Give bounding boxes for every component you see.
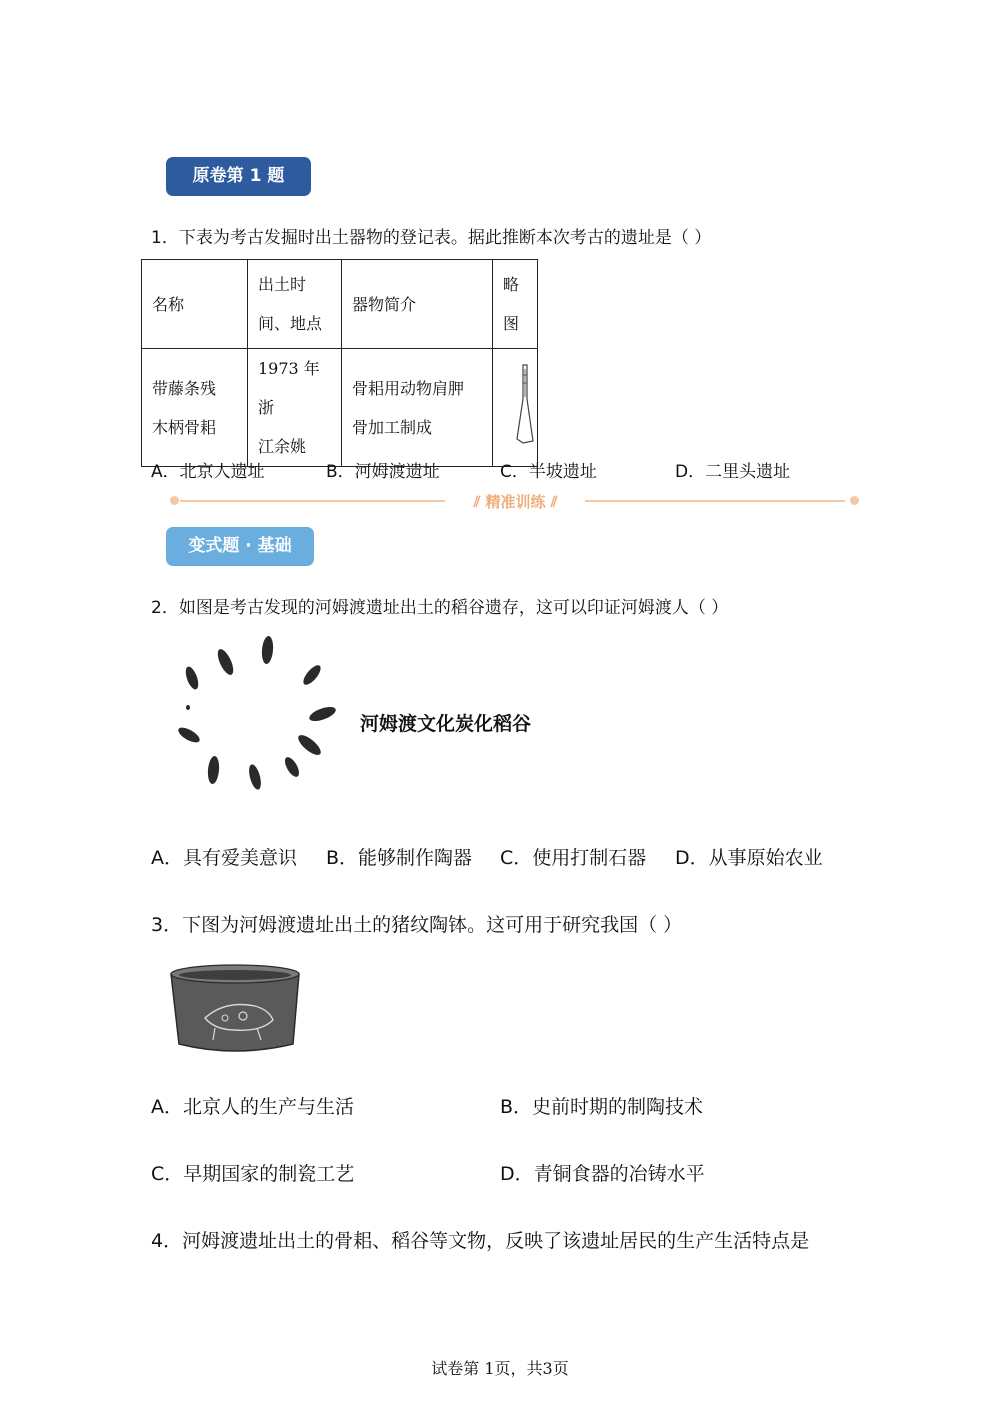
q3-option-c[interactable]: C．早期国家的制瓷工艺 — [151, 1163, 355, 1185]
rice-grain — [207, 756, 220, 785]
divider-dot-left — [170, 496, 179, 505]
divider-line-right — [585, 500, 845, 502]
table-header-sketch: 略 图 — [493, 260, 538, 349]
table-cell-name: 带藤条残 木柄骨耜 — [142, 349, 248, 467]
rice-grain — [186, 705, 190, 710]
rice-grain — [215, 647, 237, 677]
question-4-stem: 4．河姆渡遗址出土的骨耜、稻谷等文物，反映了该遗址居民的生产生活特点是 — [151, 1230, 810, 1252]
original-question-tag: 原卷第 1 题 — [166, 157, 311, 196]
q2-option-a[interactable]: A．具有爱美意识 — [151, 847, 297, 869]
q2-option-b[interactable]: B．能够制作陶器 — [326, 847, 473, 869]
table-header-description: 器物简介 — [342, 260, 493, 349]
variant-question-tag: 变式题 · 基础 — [166, 527, 314, 566]
q1-option-d[interactable]: D．二里头遗址 — [675, 462, 791, 482]
rice-grain — [300, 663, 323, 688]
divider-line-left — [180, 500, 445, 502]
table-header-time-place: 出土时 间、地点 — [248, 260, 342, 349]
divider-dot-right — [850, 496, 859, 505]
table-header-name: 名称 — [142, 260, 248, 349]
question-1-stem: 1．下表为考古发掘时出土器物的登记表。据此推断本次考古的遗址是（ ） — [151, 228, 712, 248]
carbonized-rice-image — [170, 630, 350, 800]
pig-pattern-bowl-image — [165, 960, 305, 1058]
q3-option-b[interactable]: B．史前时期的制陶技术 — [500, 1096, 704, 1118]
rice-grain — [183, 665, 201, 691]
q1-option-c[interactable]: C．半坡遗址 — [500, 462, 597, 482]
q1-option-b[interactable]: B．河姆渡遗址 — [326, 462, 440, 482]
rice-grain — [247, 763, 263, 791]
slash-mark-icon: ⫽ — [473, 493, 486, 511]
rice-image-caption: 河姆渡文化炭化稻谷 — [360, 713, 532, 735]
question-2-stem: 2．如图是考古发现的河姆渡遗址出土的稻谷遗存，这可以印证河姆渡人（ ） — [151, 598, 729, 618]
rice-grain — [261, 636, 274, 665]
page-footer: 试卷第 1页，共3页 — [431, 1359, 569, 1378]
q2-option-d[interactable]: D．从事原始农业 — [675, 847, 823, 869]
registration-table — [141, 259, 538, 467]
q3-option-a[interactable]: A．北京人的生产与生活 — [151, 1096, 354, 1118]
question-3-stem: 3．下图为河姆渡遗址出土的猪纹陶钵。这可用于研究我国（ ） — [151, 914, 683, 936]
divider-label: ⫽ 精准训练 ⫽ — [473, 493, 558, 511]
table-cell-description: 骨耜用动物肩胛 骨加工制成 — [342, 349, 493, 467]
rice-grain — [307, 704, 337, 724]
q3-option-d[interactable]: D．青铜食器的冶铸水平 — [500, 1163, 705, 1185]
rice-grain — [176, 725, 202, 746]
q2-option-c[interactable]: C．使用打制石器 — [500, 847, 647, 869]
rice-grain — [295, 732, 324, 758]
slash-mark-icon: ⫽ — [545, 493, 558, 511]
table-cell-time-place: 1973 年浙 江余姚 — [248, 349, 342, 467]
bone-spade-sketch — [493, 359, 537, 457]
q1-option-a[interactable]: A．北京人遗址 — [151, 462, 265, 482]
rice-grain — [282, 755, 302, 779]
table-cell-sketch — [493, 349, 538, 467]
